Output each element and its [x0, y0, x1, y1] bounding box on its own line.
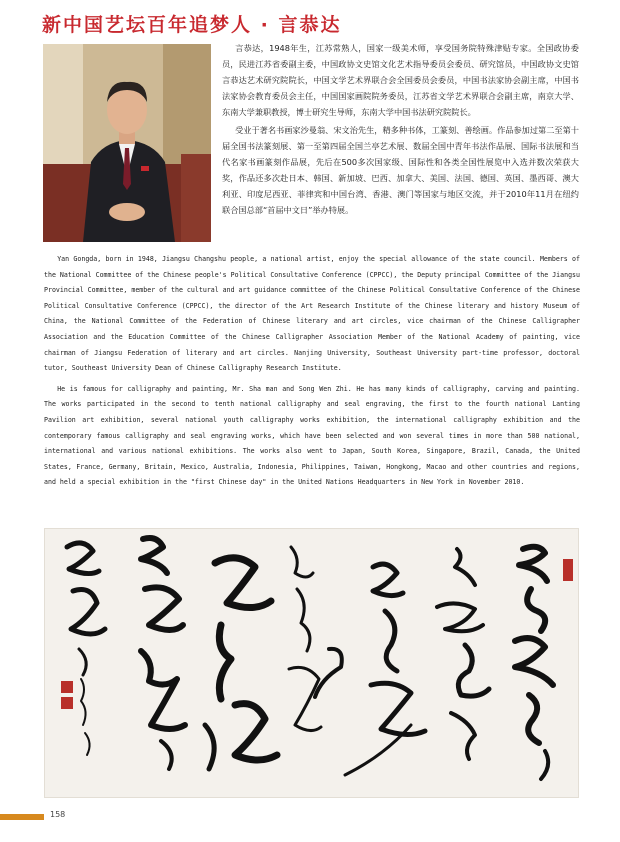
- page-title: 新中国艺坛百年追梦人 · 言恭达: [42, 14, 342, 36]
- bio-cn-paragraph-1: 言恭达，1948年生，江苏常熟人，国家一级美术师，享受国务院特殊津贴专家。全国政协委员，民进江苏省委副主委，中国政协文史馆文化艺术指导委员会委员、研究馆员，中国政协文史馆言恭达艺术研究院院长，中国文学艺术界联合会全国委员会委员，中国书法家协会副主席，中国书法家协会教育委员会主任，中国国家画院院务委员，江苏省文学艺术界联合会副主席，南京大学、东南大学兼职教授，博士研究生导师，东南大学中国书法研究院院长。: [222, 43, 579, 117]
- page-number-bar: [0, 814, 44, 820]
- calligraphy-column-2: [437, 549, 489, 759]
- bio-en-paragraph-1: Yan Gongda, born in 1948, Jiangsu Changshu people, a national artist, enjoy the special allowance of the state council. Members of the National Committee of the Chinese people's Political Consultative Conference (CPPCC), the Deputy principal Committee of the Jiangsu Provincial Committee, member of the cultural and art guidance committee of the Chinese Political Consultative Conference of the Chinese Political Consultative Conference (CPPCC), the director of the Art Research Institute of the Chinese literary and history Museum of China, the National Committee of the Federation of Chinese literary and art circles, vice chairman of the Chinese Calligrapher Association and the Education Committee of the Chinese Calligrapher Association Member of the National Academy of painting, vice chairman of Jiangsu Federation of literary and art circles. Nanjing University, Southeast University part-time professor, doctoral tutor, Southeast University Dean of Chinese Calligraphy Research Institute.: [44, 255, 580, 373]
- page-number: 158: [50, 810, 66, 819]
- portrait-photo: [43, 44, 211, 242]
- bio-chinese: [222, 40, 579, 218]
- calligraphy-column-1: [515, 547, 553, 779]
- calligraphy-column-6: [141, 538, 185, 769]
- signature: [81, 679, 90, 755]
- seal-signature-2: [61, 697, 73, 709]
- calligraphy-artwork: [44, 528, 579, 798]
- bio-english: [44, 252, 580, 491]
- seal-signature: [61, 681, 73, 693]
- bio-cn-paragraph-2: 受业于著名书画家沙曼翁、宋文治先生，精多种书体，工篆刻、善绘画。作品参加过第二至第十届全国书法篆刻展、第一至第四届全国兰亭艺术展、数届全国中青年书法作品展、国际书法展和当代名家书画篆刻作品展，先后在500多次国家级、国际性和各类全国性展览中入选并数次荣获大奖，作品还多次赴日本、韩国、新加坡、巴西、加拿大、美国、法国、德国、英国、墨西哥、澳大利亚、印度尼西亚、菲律宾和中国台湾、香港、澳门等国家与地区交流，并于2010年11月在纽约联合国总部“首届中文日”举办特展。: [222, 125, 579, 215]
- calligraphy-column-4: [289, 547, 342, 731]
- bio-en-paragraph-2: He is famous for calligraphy and painting, Mr. Sha man and Song Wen Zhi. He has many kinds of calligraphy, carving and painting. The works participated in the second to tenth national calligraphy and seal engraving, the first to the fourth national Lanting Pavilion art exhibition, several national youth calligraphy works exhibition, the international calligraphy exhibition and the contemporary famous calligraphy and seal engraving works, which have been selected and won several times in more than 500 national, international and various national exhibitions. The works also went to Japan, South Korea, Singapore, Brazil, Canada, the United States, France, Germany, Britain, Mexico, Australia, Indonesia, Philippines, Taiwan, Hongkong, Macao and other countries and regions, and held a special exhibition in the "first Chinese day" in the United Nations Headquarters in New York in November 2010.: [44, 384, 580, 487]
- calligraphy-column-3: [345, 564, 425, 775]
- calligraphy-column-7: [67, 543, 105, 675]
- calligraphy-column-5: [205, 558, 277, 769]
- seal-top-right: [563, 559, 573, 581]
